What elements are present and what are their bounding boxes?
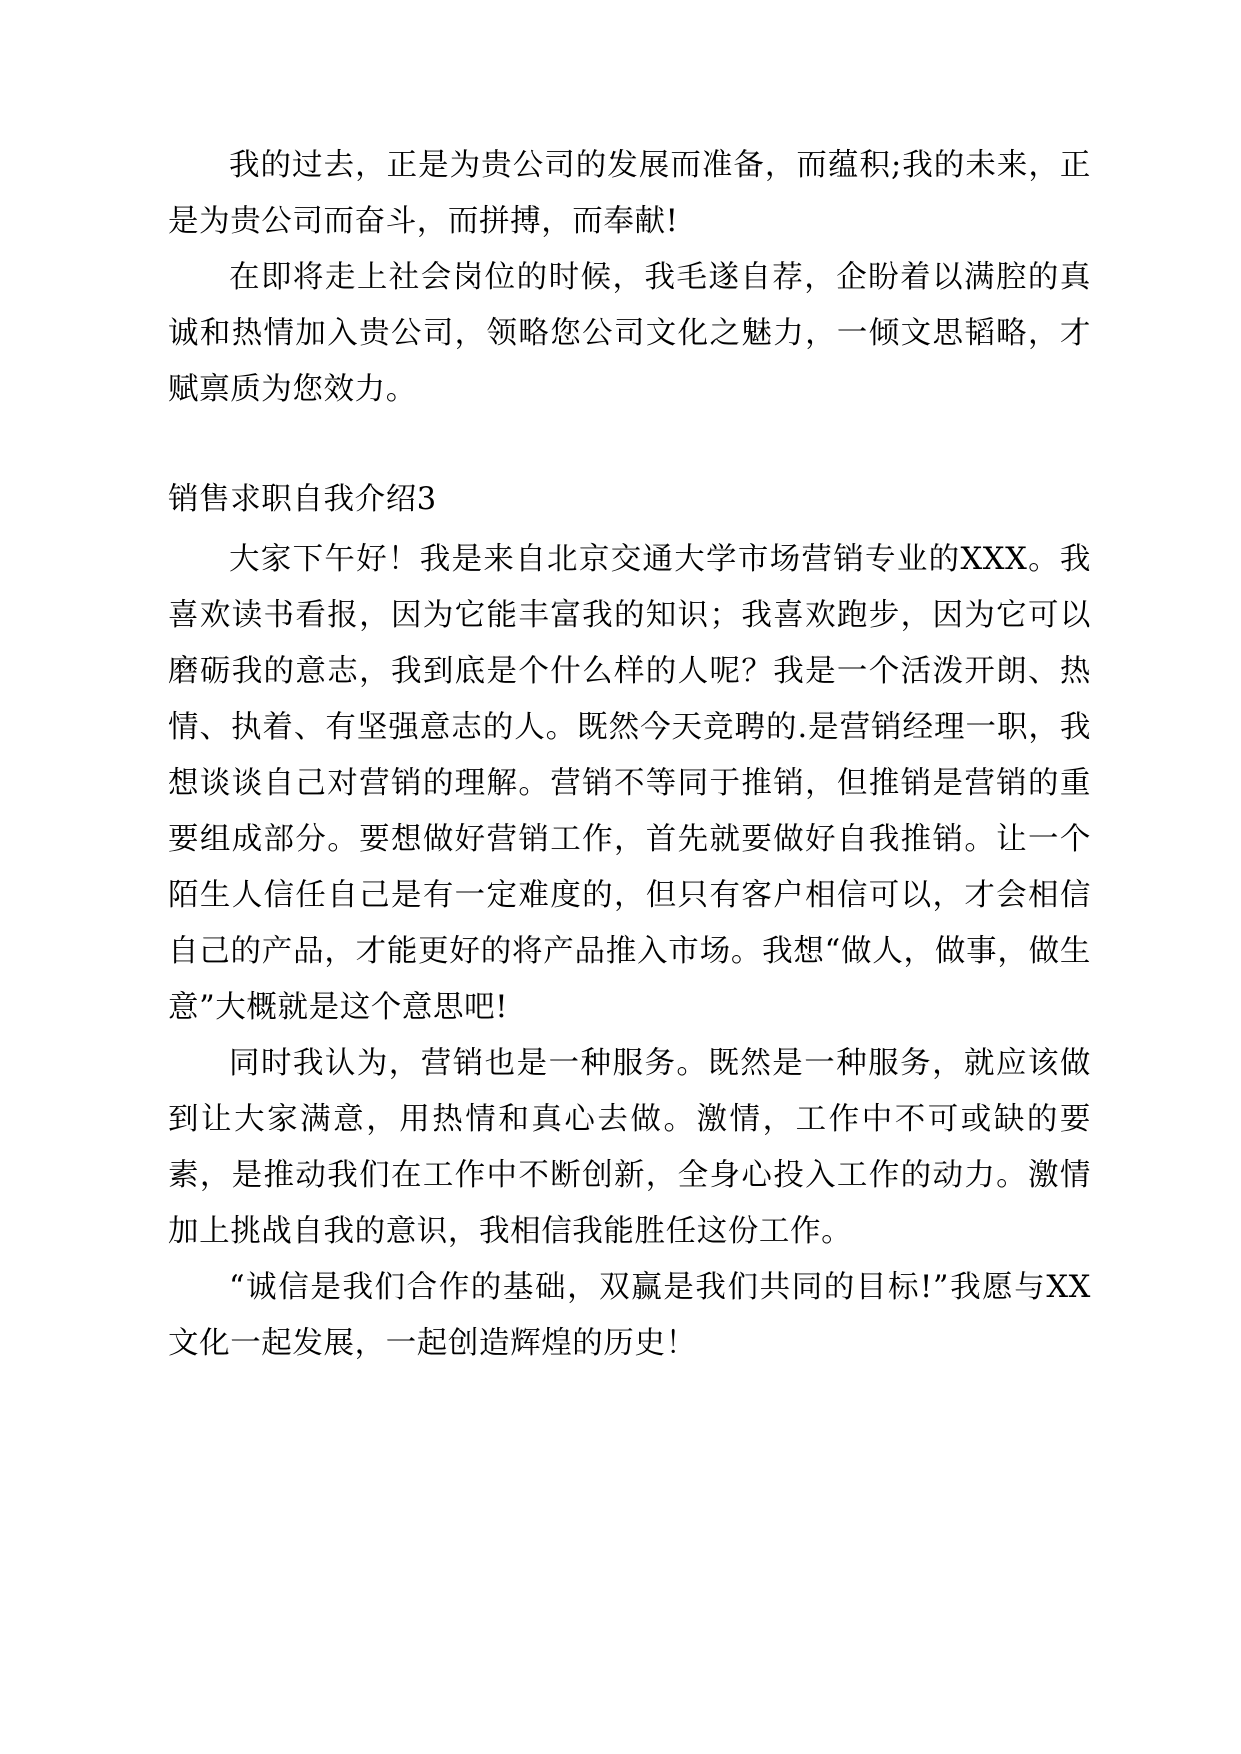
paragraph-1: 我的过去，正是为贵公司的发展而准备，而蕴积;我的未来，正是为贵公司而奋斗，而拼搏，而奉献! xyxy=(168,148,1091,239)
section-heading-sales-self-introduction-3: 销售求职自我介绍3 xyxy=(168,482,437,517)
paragraph-2: 在即将走上社会岗位的时候，我毛遂自荐，企盼着以满腔的真诚和热情加入贵公司，领略您公司文化之魅力，一倾文思韬略，才赋禀质为您效力。 xyxy=(168,260,1091,407)
document-body xyxy=(168,138,1091,1372)
paragraph-4: 同时我认为，营销也是一种服务。既然是一种服务，就应该做到让大家满意，用热情和真心去做。激情，工作中不可或缺的要素，是推动我们在工作中不断创新，全身心投入工作的动力。激情加上挑战自我的意识，我相信我能胜任这份工作。 xyxy=(168,1046,1091,1249)
paragraph-3: 大家下午好！我是来自北京交通大学市场营销专业的XXX。我喜欢读书看报，因为它能丰富我的知识；我喜欢跑步，因为它可以磨砺我的意志，我到底是个什么样的人呢？我是一个活泼开朗、热情、执着、有坚强意志的人。既然今天竞聘的.是营销经理一职，我想谈谈自己对营销的理解。营销不等同于推销，但推销是营销的重要组成部分。要想做好营销工作，首先就要做好自我推销。让一个陌生人信任自己是有一定难度的，但只有客户相信可以，才会相信自己的产品，才能更好的将产品推入市场。我想“做人，做事，做生意”大概就是这个意思吧! xyxy=(168,542,1091,1025)
paragraph-5: “诚信是我们合作的基础，双赢是我们共同的目标!”我愿与XX文化一起发展，一起创造辉煌的历史！ xyxy=(168,1270,1091,1361)
